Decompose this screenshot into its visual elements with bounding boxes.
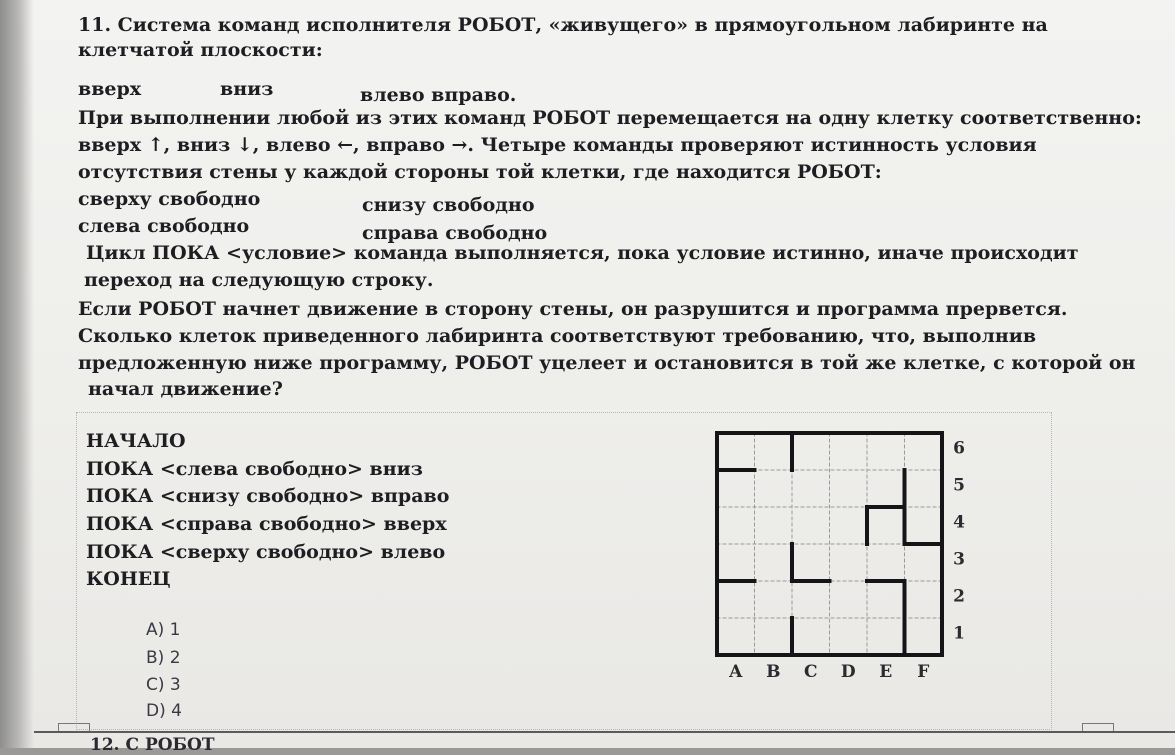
question-line-10: предложенную ниже программу, РОБОТ уцелеет и остановится в той же клетке, с которой он <box>78 352 1136 374</box>
page-edge-shadow <box>0 0 34 748</box>
question-line-9: Сколько клеток приведенного лабиринта соответствуют требованию, что, выполнив <box>78 325 1037 347</box>
answer-option-c[interactable]: C) 3 <box>146 675 181 695</box>
command-left-right: влево вправо. <box>360 84 517 106</box>
row-label-4: 4 <box>953 512 965 533</box>
maze-diagram <box>700 425 990 695</box>
row-label-6: 6 <box>953 438 965 459</box>
question-line-3: При выполнении любой из этих команд РОБОТ перемещается на одну клетку соответственно: <box>78 107 1142 129</box>
program-line-3: ПОКА <снизу свободно> вправо <box>86 485 450 507</box>
row-label-5: 5 <box>953 475 965 496</box>
program-line-1: НАЧАЛО <box>86 430 186 452</box>
condition-top-free: сверху свободно <box>78 188 261 210</box>
program-line-4: ПОКА <справа свободно> вверх <box>86 513 447 535</box>
program-line-6: КОНЕЦ <box>86 568 171 590</box>
command-up: вверх <box>78 78 142 100</box>
condition-bottom-free: снизу свободно <box>362 194 535 216</box>
program-line-5: ПОКА <сверху свободно> влево <box>86 541 446 563</box>
column-label-b: B <box>766 662 781 682</box>
question-line-11: начал движение? <box>88 378 283 400</box>
maze-labels <box>728 439 965 683</box>
question-line-5: отсутствия стены у каждой стороны той клетки, где находится РОБОТ: <box>78 161 882 183</box>
condition-right-free: справа свободно <box>362 222 548 244</box>
column-label-d: D <box>840 662 856 682</box>
question-line-6: Цикл ПОКА <условие> команда выполняется, пока условие истинно, иначе происходит <box>86 242 1079 264</box>
column-label-e: E <box>879 662 893 682</box>
question-line-7: переход на следующую строку. <box>84 269 434 291</box>
row-label-2: 2 <box>953 586 965 607</box>
question-line-8: Если РОБОТ начнет движение в сторону стены, он разрушится и программа прервется. <box>78 298 1068 320</box>
answer-option-b[interactable]: B) 2 <box>146 648 181 668</box>
row-label-3: 3 <box>953 549 965 570</box>
condition-left-free: слева свободно <box>78 215 250 237</box>
answer-option-d[interactable]: D) 4 <box>146 701 182 721</box>
row-label-1: 1 <box>953 623 965 644</box>
question-line-1: 11. Система команд исполнителя РОБОТ, «живущего» в прямоугольном лабиринте на <box>78 14 1048 36</box>
command-down: вниз <box>220 78 274 100</box>
column-label-a: A <box>729 662 743 682</box>
program-line-2: ПОКА <слева свободно> вниз <box>86 458 423 480</box>
question-line-2: клетчатой плоскости: <box>78 39 323 61</box>
question-line-4: вверх ↑, вниз ↓, влево ←, вправо →. Четыре команды проверяют истинность условия <box>78 134 1037 156</box>
next-question-fragment: 12. С РОБОТ <box>90 735 215 755</box>
right-margin-mark <box>1082 723 1114 731</box>
column-label-c: C <box>803 662 818 682</box>
answer-option-a[interactable]: A) 1 <box>146 620 181 640</box>
page-divider <box>34 731 1175 733</box>
left-margin-mark <box>58 723 90 731</box>
column-label-f: F <box>917 662 930 682</box>
